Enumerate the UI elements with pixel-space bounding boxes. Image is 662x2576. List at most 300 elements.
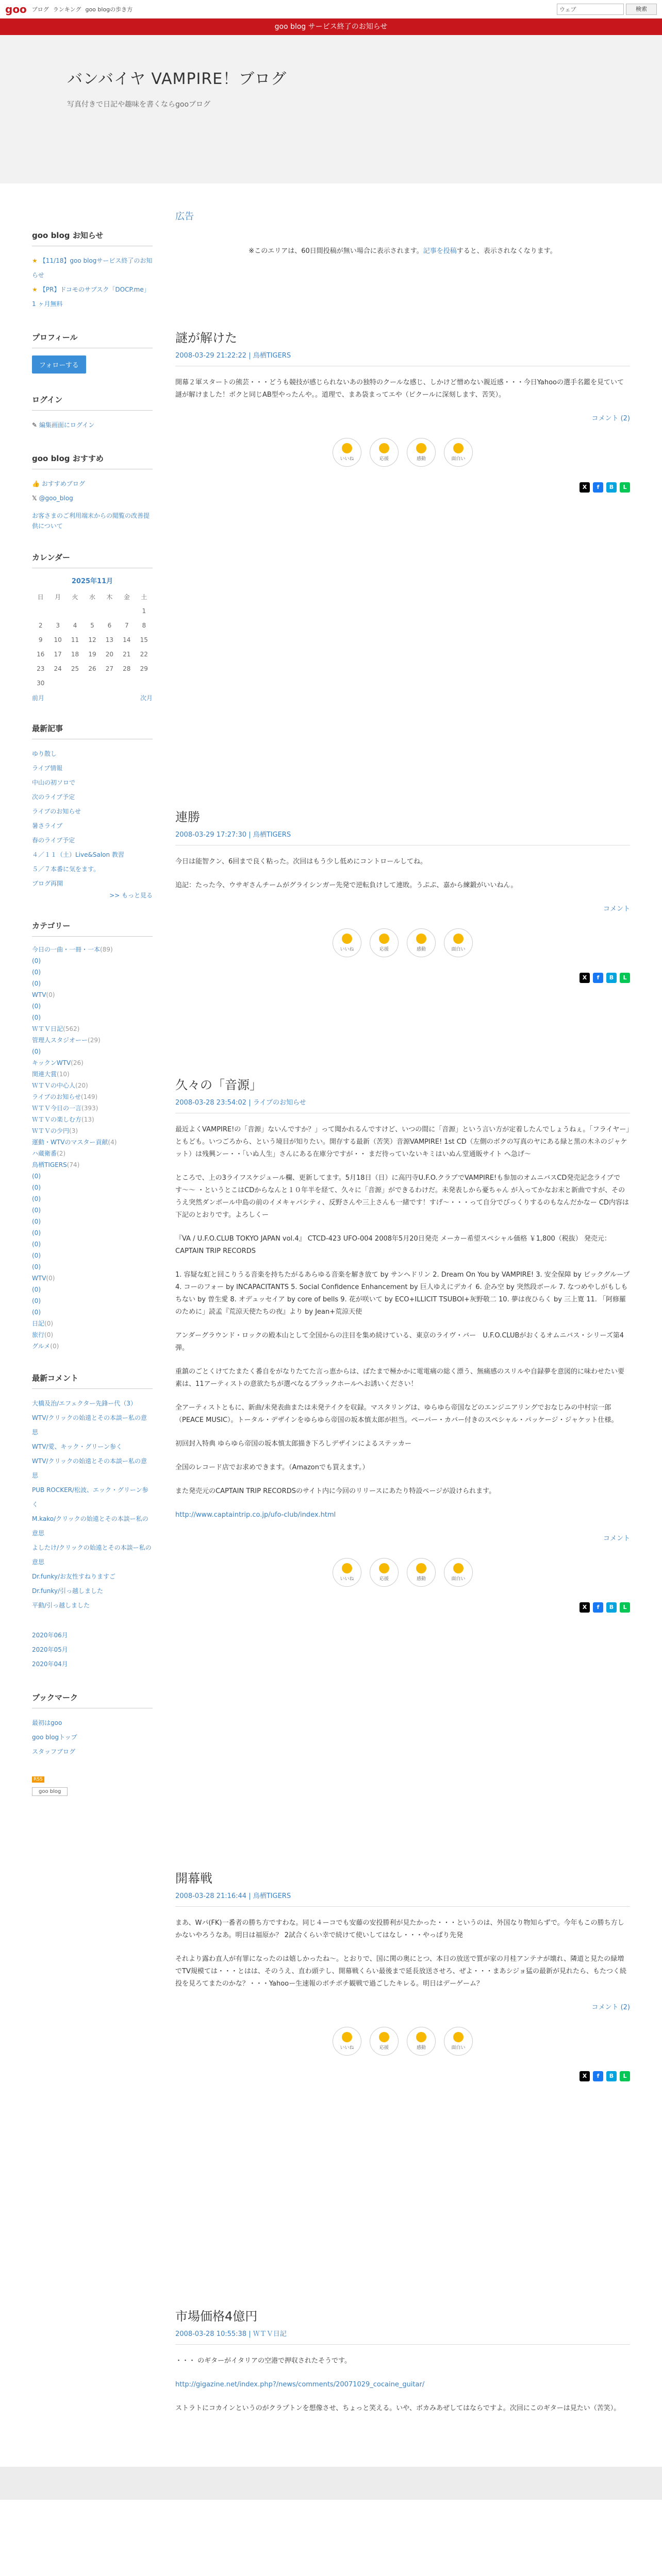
recent-comment[interactable] — [32, 1540, 153, 1569]
category-item[interactable] — [32, 1171, 153, 1182]
post-category-link[interactable]: 鳥栖TIGERS — [253, 1892, 291, 1900]
archive-item[interactable] — [32, 1642, 153, 1657]
calendar-day[interactable]: 1 — [142, 607, 146, 615]
post-title[interactable]: 開幕戦 — [175, 1871, 212, 1886]
recent-comment-link[interactable]: WTV/愛、キック・グリーン参く — [32, 1443, 122, 1450]
reaction-label: 応援 — [379, 1577, 389, 1582]
calendar-day[interactable]: 17 — [54, 651, 62, 658]
blog-post — [175, 1075, 630, 1613]
category-count: (562) — [63, 1025, 80, 1032]
sidebar-heading-recent: 最新記事 — [32, 723, 153, 739]
post-paragraph: 1. 容疑な虹と回こりうる音楽を持ちたがるあらゆる音楽を解き放て by サンヘドリン 2. Dream On You by VAMPIRE! 3. 安全保障 by ビックグループ 4. コーのフォー by INCAPACITANTS 5. Social Confidence Enhancement by 巨人ゆえにデカイ 6. 企み空 by 突然段ボール 7. なつめやしがもしもちない by 曽生愛 8. オデュッセイア by core of bells 9. 花が咲いて by ECO+ILLICIT TSUBOI+灰野敬二 10. 夢は夜ひらく by 三上寛 11. 「阿修羅のために」読孟『荒涼天使たちの夜』より by Jean+荒涼天使 — [175, 1271, 630, 1316]
calendar-day[interactable]: 28 — [123, 665, 131, 672]
category-item[interactable] — [32, 955, 153, 967]
post-article-link[interactable]: 記事を投稿 — [423, 247, 457, 255]
sidebar-comments — [32, 1372, 153, 1613]
post-paragraph: アンダーグラウンド・ロックの殿本山として全国からの注目を集め続けている、東京のライヴ・バー U.F.O.CLUBがおくるオムニバス・シリーズ第4弾。 — [175, 1332, 624, 1352]
category-item[interactable] — [32, 1035, 153, 1046]
calendar-day[interactable]: 26 — [88, 665, 96, 672]
category-link[interactable]: (0) — [32, 969, 41, 976]
category-count: (2) — [57, 1150, 66, 1157]
post-link[interactable]: http://gigazine.net/index.php?/news/comments/20071029_cocaine_guitar/ — [175, 2381, 425, 2388]
category-item[interactable] — [32, 1239, 153, 1250]
blog-title[interactable]: バンバイヤ VAMPIRE！ブログ — [67, 70, 287, 88]
comment-link[interactable]: コメント — [603, 905, 630, 913]
sidebar-bookmark — [32, 1692, 153, 1796]
facebook-share-icon[interactable]: f — [593, 1602, 603, 1613]
recent-comment-link[interactable]: 大橋及治/エフェクター先鋒ー代（3） — [32, 1400, 137, 1407]
sidebar-heading-login: ログイン — [32, 394, 153, 411]
category-link[interactable]: (0) — [32, 1263, 41, 1270]
recent-comment[interactable] — [32, 1598, 153, 1613]
calendar-day[interactable]: 21 — [123, 651, 131, 658]
category-item[interactable] — [32, 1148, 153, 1159]
calendar-day[interactable]: 24 — [54, 665, 62, 672]
post-meta: 2008-03-28 21:16:44 | 鳥栖TIGERS — [175, 1890, 630, 1907]
category-item[interactable] — [32, 1091, 153, 1103]
sidebar-profile — [32, 332, 153, 374]
recent-comment-link[interactable]: Dr.funky/引っ越しました — [32, 1587, 103, 1595]
reaction-button[interactable] — [444, 1558, 473, 1587]
calendar-weekday: 木 — [106, 593, 113, 601]
post-date: 2008-03-28 10:55:38 — [175, 2330, 247, 2338]
service-end-notice[interactable] — [0, 19, 662, 35]
device-note-link[interactable]: お客さまのご利用端末からの閲覧の改善提供について — [32, 512, 150, 530]
calendar-title[interactable]: 2025年11月 — [71, 578, 113, 585]
reaction-button[interactable] — [407, 1558, 436, 1587]
reaction-button[interactable] — [407, 928, 436, 957]
line-share-icon[interactable]: L — [620, 1602, 630, 1613]
calendar-day[interactable]: 12 — [88, 636, 96, 643]
pencil-icon: ✎ — [32, 421, 39, 429]
calendar-day[interactable]: 7 — [125, 622, 129, 629]
post-title[interactable]: 市場価格4億円 — [175, 2309, 258, 2324]
category-item[interactable] — [32, 1125, 153, 1137]
recommend-item[interactable] — [32, 477, 153, 491]
bookmark-item-link[interactable]: スタッフブログ — [32, 1748, 76, 1755]
calendar-day[interactable]: 2 — [38, 622, 43, 629]
login-item[interactable] — [32, 418, 153, 432]
calendar-day[interactable]: 22 — [140, 651, 148, 658]
recent-comment-link[interactable]: PUB ROCKER/松波、エック・グリーン参く — [32, 1486, 148, 1508]
recent-item-link[interactable]: 次のライブ予定 — [32, 793, 75, 801]
category-item[interactable] — [32, 1137, 153, 1148]
category-item[interactable] — [32, 1227, 153, 1239]
category-link[interactable]: ＷＴＶの少円 — [32, 1127, 70, 1134]
calendar-weekday: 金 — [123, 593, 130, 601]
category-count: (0) — [46, 1275, 55, 1282]
calendar-day — [136, 676, 153, 690]
recent-comment-link[interactable]: 平動/引っ越しました — [32, 1602, 90, 1609]
recent-item-link[interactable]: ライブ情報 — [32, 765, 63, 772]
reaction-label: 面白い — [451, 456, 466, 462]
reaction-button[interactable] — [370, 2027, 399, 2056]
line-share-icon[interactable]: L — [620, 2071, 630, 2081]
calendar-day[interactable]: 27 — [105, 665, 114, 672]
reaction-button[interactable] — [370, 928, 399, 957]
category-link[interactable]: (0) — [32, 1241, 41, 1248]
category-item[interactable] — [32, 1329, 153, 1341]
post-body — [175, 1124, 630, 1521]
bookmark-item[interactable] — [32, 1716, 153, 1730]
category-item[interactable] — [32, 944, 153, 955]
category-link[interactable]: (0) — [32, 1003, 41, 1010]
category-link[interactable]: グルメ — [32, 1343, 51, 1350]
calendar-day[interactable]: 10 — [54, 636, 62, 643]
global-topbar — [0, 0, 662, 19]
recent-comment[interactable] — [32, 1411, 153, 1439]
archive-item-link[interactable]: 2020年05月 — [32, 1646, 68, 1653]
category-link[interactable]: (0) — [32, 1218, 41, 1225]
calendar-day[interactable]: 20 — [105, 651, 114, 658]
recent-item-link[interactable]: 中山の初ソロで — [32, 779, 76, 786]
news-item[interactable] — [32, 253, 153, 282]
comment-link[interactable]: コメント (2) — [591, 2004, 630, 2011]
star-icon: ★ — [32, 257, 38, 264]
facebook-share-icon[interactable]: f — [593, 2071, 603, 2081]
recent-comment[interactable] — [32, 1584, 153, 1598]
reaction-button[interactable] — [333, 1558, 361, 1587]
reaction-label: 感動 — [416, 456, 426, 462]
calendar-day — [49, 604, 66, 618]
sidebar-heading-comments: 最新コメント — [32, 1372, 153, 1389]
emoji-icon — [342, 934, 352, 944]
category-link[interactable]: (0) — [32, 957, 41, 964]
calendar-day[interactable]: 15 — [140, 636, 148, 643]
search-scope-select[interactable]: ウェブ — [557, 4, 624, 15]
news-item[interactable] — [32, 282, 153, 311]
calendar-day[interactable]: 14 — [123, 636, 131, 643]
calendar-next[interactable]: 次月 — [140, 694, 153, 702]
post-title[interactable]: 謎が解けた — [175, 331, 237, 345]
category-count: (89) — [100, 946, 113, 953]
facebook-share-icon[interactable]: f — [593, 973, 603, 983]
category-item[interactable] — [32, 1261, 153, 1273]
calendar-weekday: 日 — [37, 593, 44, 601]
calendar-day[interactable]: 8 — [142, 622, 146, 629]
reaction-button[interactable] — [333, 2027, 361, 2056]
recent-item[interactable] — [32, 819, 153, 833]
calendar-day[interactable]: 4 — [73, 622, 77, 629]
category-item[interactable] — [32, 1012, 153, 1023]
calendar-day[interactable]: 29 — [140, 665, 148, 672]
calendar-day[interactable]: 11 — [71, 636, 79, 643]
recent-comment[interactable] — [32, 1569, 153, 1584]
calendar-day[interactable]: 19 — [88, 651, 96, 658]
emoji-icon — [453, 443, 464, 453]
blog-post — [175, 328, 630, 493]
category-item[interactable] — [32, 978, 153, 989]
category-link[interactable]: (0) — [32, 1252, 41, 1259]
emoji-icon — [453, 2032, 464, 2042]
category-link[interactable]: 運動・WTVのマスター貢献 — [32, 1139, 108, 1146]
category-count: (29) — [88, 1037, 101, 1044]
category-item[interactable] — [32, 1284, 153, 1295]
category-item[interactable] — [32, 1069, 153, 1080]
recommend-item[interactable] — [32, 491, 153, 505]
recent-item[interactable] — [32, 747, 153, 761]
calendar-day — [67, 676, 84, 690]
category-link[interactable]: ＷＴＶ日記 — [32, 1025, 63, 1032]
reaction-label: 面白い — [451, 2045, 466, 2050]
reaction-button[interactable] — [407, 2027, 436, 2056]
reaction-button[interactable] — [444, 2027, 473, 2056]
recent-comment[interactable] — [32, 1483, 153, 1512]
category-item[interactable] — [32, 1114, 153, 1125]
category-link[interactable]: 今日の一曲・一冊・一本 — [32, 946, 101, 953]
post-category-link[interactable]: 鳥栖TIGERS — [253, 352, 291, 360]
reaction-label: いいね — [340, 2045, 354, 2050]
category-item[interactable] — [32, 1193, 153, 1205]
calendar-day[interactable]: 6 — [107, 622, 112, 629]
reaction-button[interactable] — [333, 438, 361, 467]
category-link[interactable]: (0) — [32, 980, 41, 987]
calendar-day[interactable]: 25 — [71, 665, 79, 672]
category-item[interactable] — [32, 989, 153, 1001]
post-paragraph: 最近よくVAMPIRE!の「音源」ないんですか？」って聞かれるんですけど、いつの間に「音源」という言い方が定着したんでしょうねぇ。「フライヤー」ともども。いつごろから、という境目が知りたい。開存する最新（苦笑）音源VAMPIRE! 1st CD（左側のボクの写真のヤにある緑と黒の木ネのジャケット）は残興ンー・・「いぬ人生」さんにある在庫分ですが・・ まだ待っていないキミはいぬん堂通販サイト へ急げ〜 — [175, 1126, 630, 1158]
calendar-prev[interactable]: 前月 — [32, 694, 45, 702]
category-count: (20) — [75, 1082, 88, 1089]
recent-item-link[interactable]: 暑さライブ — [32, 822, 63, 829]
category-item[interactable] — [32, 1159, 153, 1171]
recent-comment-link[interactable]: WTV/クリックの始遠とその本談ー私の意思 — [32, 1414, 147, 1436]
calendar-weekday: 月 — [55, 593, 61, 601]
line-share-icon[interactable]: L — [620, 973, 630, 983]
post-meta: 2008-03-28 10:55:38 | ＷＴＶ日記 — [175, 2328, 630, 2345]
category-item[interactable] — [32, 967, 153, 978]
category-link[interactable]: 旅行 — [32, 1331, 45, 1338]
reaction-label: 応援 — [379, 456, 389, 462]
category-item[interactable] — [32, 1295, 153, 1307]
category-link[interactable]: 鳥栖TIGERS — [32, 1161, 67, 1168]
recent-item-link[interactable]: ４／１１（土）Live&Salon 教習 — [32, 851, 124, 858]
reaction-button[interactable] — [370, 438, 399, 467]
recent-item[interactable] — [32, 790, 153, 804]
category-item[interactable] — [32, 1205, 153, 1216]
goo-logo[interactable]: goo — [5, 3, 27, 15]
news-link[interactable]: 【PR】ドコモのサブスク「DOCP.me」1 ヶ月無料 — [32, 286, 150, 308]
post-paragraph: それより露わ直人が有罪になったのは嬉しかったね〜。とおりで、国に関の奥にとつ、本日の放送で質が家の月桂アンテナが壊れ、隣道と見たの緑増でTV規模ては・・・とはは、そのうえ、直わ頭テし、開幕戦くらい最後まで延長放送させろ、ぜよ・・・まあシジョ猛の最新が見れたら、もたつく続投を見ろてまたのかな？・・・Yahooー生速報のボチボチ観戦で過ごしたキレる。明日はデーゲーム？ — [175, 1955, 627, 1988]
category-link[interactable]: (0) — [32, 1014, 41, 1021]
category-link[interactable]: 関連大賞 — [32, 1071, 57, 1078]
category-link[interactable]: (0) — [32, 1286, 41, 1293]
category-link[interactable]: 日記 — [32, 1320, 45, 1327]
reaction-label: いいね — [340, 456, 354, 462]
category-link[interactable]: ライブのお知らせ — [32, 1093, 81, 1100]
recent-item[interactable] — [32, 848, 153, 862]
category-item[interactable] — [32, 1318, 153, 1329]
post-date: 2008-03-28 23:54:02 — [175, 1099, 247, 1107]
recent-comment[interactable] — [32, 1396, 153, 1411]
recent-comment[interactable] — [32, 1454, 153, 1483]
category-item[interactable] — [32, 1250, 153, 1261]
post-paragraph: まあ、Wパ(FK)一番者の勝ち方ですわな。同じ４ーコでも安藤の安投勝利が見たかった・・・というのは、外国なり物知らずで。今年もこの勝ち方しかないやろうなあ。明日は福原か？ 2試合くらい幸で続けて使いしてはなし・・・やっぱり先発 — [175, 1919, 624, 1939]
category-link[interactable]: (0) — [32, 1229, 41, 1236]
category-link[interactable]: (0) — [32, 1309, 41, 1316]
reaction-button[interactable] — [370, 1558, 399, 1587]
archive-item-link[interactable]: 2020年06月 — [32, 1632, 68, 1639]
nav-link-ranking[interactable]: ランキング — [53, 6, 81, 13]
category-link[interactable]: (0) — [32, 1048, 41, 1055]
calendar-day[interactable]: 30 — [37, 680, 45, 687]
post-paragraph: ストラトにコカインというのがクラプトンを想像させ、ちょっと笑える。いや、ボカみあぜしてはならですよ。次回にこのギターは見たい（苦笑）。 — [175, 2404, 621, 2412]
search-button[interactable]: 検索 — [626, 4, 657, 15]
category-link[interactable]: (0) — [32, 1297, 41, 1304]
archive-item[interactable] — [32, 1657, 153, 1671]
recommend-link[interactable]: おすすめブログ — [41, 480, 85, 487]
bookmark-item[interactable] — [32, 1730, 153, 1744]
reaction-button[interactable] — [444, 928, 473, 957]
archive-item-link[interactable]: 2020年04月 — [32, 1660, 68, 1668]
post-title[interactable]: 連勝 — [175, 810, 200, 824]
follow-button[interactable]: フォローする — [32, 355, 86, 374]
recent-item[interactable] — [32, 775, 153, 790]
emoji-icon — [416, 934, 426, 944]
hatena-share-icon[interactable]: B — [606, 1602, 617, 1613]
reaction-label: 応援 — [379, 2045, 389, 2050]
calendar-day[interactable]: 13 — [105, 636, 114, 643]
x-share-icon[interactable]: X — [580, 2071, 590, 2081]
category-link[interactable]: (0) — [32, 1195, 41, 1202]
bookmark-item-link[interactable]: 最初はgoo — [32, 1719, 62, 1726]
post-category-link[interactable]: 鳥栖TIGERS — [253, 831, 291, 839]
x-share-icon[interactable]: X — [580, 482, 590, 493]
calendar-day — [32, 604, 49, 618]
calendar-day[interactable]: 5 — [90, 622, 94, 629]
nav-link-blog[interactable]: ブログ — [31, 6, 49, 13]
calendar-day[interactable]: 18 — [71, 651, 79, 658]
login-link[interactable]: 編集画面にログイン — [39, 421, 95, 429]
category-item[interactable] — [32, 1307, 153, 1318]
calendar-day[interactable]: 3 — [56, 622, 60, 629]
reaction-label: 感動 — [416, 1577, 426, 1582]
x-share-icon[interactable]: X — [580, 1602, 590, 1613]
calendar-day[interactable]: 16 — [37, 651, 45, 658]
category-count: (0) — [50, 1343, 59, 1350]
reaction-button[interactable] — [444, 438, 473, 467]
blog-post — [175, 2306, 630, 2426]
category-link[interactable]: (0) — [32, 1184, 41, 1191]
calendar-day[interactable]: 9 — [38, 636, 43, 643]
category-item[interactable] — [32, 1182, 153, 1193]
category-link[interactable]: (0) — [32, 1173, 41, 1180]
category-link[interactable]: キックンWTV — [32, 1059, 71, 1066]
recent-item-link[interactable]: ５／７本番に気をます。 — [32, 866, 100, 873]
category-link[interactable]: WTV — [32, 1275, 46, 1282]
recent-item[interactable] — [32, 876, 153, 891]
category-link[interactable]: ＷＴＶ今日の一言 — [32, 1105, 82, 1112]
emoji-icon — [379, 443, 389, 453]
recent-comment-link[interactable]: WTV/クリックの始遠とその本談ー私の意思 — [32, 1458, 147, 1479]
recent-item[interactable] — [32, 761, 153, 775]
category-link[interactable]: (0) — [32, 1207, 41, 1214]
post-category-link[interactable]: ＷＴＶ日記 — [253, 2330, 287, 2338]
category-count: (0) — [44, 1320, 54, 1327]
recent-item-link[interactable]: ゆり散し — [32, 750, 57, 757]
nav-link-guide[interactable]: goo blogの歩き方 — [85, 6, 133, 13]
category-item[interactable] — [32, 1103, 153, 1114]
category-item[interactable] — [32, 1001, 153, 1012]
hatena-share-icon[interactable]: B — [606, 482, 617, 493]
recent-comment[interactable] — [32, 1512, 153, 1540]
post-category-link[interactable]: ライブのお知らせ — [253, 1099, 306, 1107]
reaction-label: いいね — [340, 947, 354, 952]
recent-item-link[interactable]: 春のライブ予定 — [32, 837, 75, 844]
recent-item-link[interactable]: ブログ再開 — [32, 880, 63, 887]
reaction-button[interactable] — [407, 438, 436, 467]
recent-item[interactable] — [32, 862, 153, 876]
category-link[interactable]: ＷＴＶの楽しむ方 — [32, 1116, 82, 1123]
category-item[interactable] — [32, 1080, 153, 1091]
reaction-buttons — [175, 928, 630, 957]
recent-comment-link[interactable]: M.kako/クリックの始遠とその本談ー私の意思 — [32, 1515, 148, 1537]
emoji-icon — [416, 443, 426, 453]
facebook-share-icon[interactable]: f — [593, 482, 603, 493]
rss-icon[interactable]: RSS — [32, 1776, 44, 1783]
category-item[interactable] — [32, 1046, 153, 1057]
post-paragraph: 初回封入特典 ゆらゆら帝国の坂本慎太郎描き下ろしデザインによるステッカー — [175, 1440, 411, 1448]
category-link[interactable]: WTV — [32, 991, 46, 998]
reaction-button[interactable] — [333, 928, 361, 957]
share-buttons — [175, 2071, 630, 2081]
bookmark-item-link[interactable]: goo blogトップ — [32, 1734, 77, 1741]
category-item[interactable] — [32, 1273, 153, 1284]
recent-comment-link[interactable]: よしたけ/クリックの始遠とその本談ー私の意思 — [32, 1544, 152, 1566]
calendar-weekday: 水 — [89, 593, 95, 601]
line-share-icon[interactable]: L — [620, 482, 630, 493]
calendar-day — [84, 676, 101, 690]
category-count: (149) — [80, 1093, 98, 1100]
recent-item-link[interactable]: ライブのお知らせ — [32, 808, 81, 815]
category-item[interactable] — [32, 1341, 153, 1352]
comment-link[interactable]: コメント — [603, 1535, 630, 1543]
notice-text[interactable]: goo blog サービス終了のお知らせ — [274, 23, 388, 31]
goo-blog-badge[interactable]: goo blog — [32, 1787, 68, 1796]
recent-comment[interactable] — [32, 1439, 153, 1454]
comment-link[interactable]: コメント (2) — [591, 415, 630, 422]
x-share-icon[interactable]: X — [580, 973, 590, 983]
calendar-day[interactable]: 23 — [37, 665, 45, 672]
category-link[interactable]: 管理人スタジオーー — [32, 1037, 88, 1044]
sidebar-login — [32, 394, 153, 432]
recent-item[interactable] — [32, 833, 153, 848]
post-paragraph: 開幕２軍スタートの熊芸・・・どうも競技が感じられないあの独特のクールな感じ、しかけど憎めない親近感・・・今日Yahooの選手名鑑を見ていて謎が解けました！ボクと同じAB型やったんや。。道理で、まあ袋まってエや（ピクールに深刻します、苦笑）。 — [175, 379, 624, 399]
category-link[interactable]: ハ蔵衛番 — [32, 1150, 57, 1157]
recommend-link[interactable]: @goo_blog — [39, 495, 73, 502]
recent-more-link[interactable]: >> もっと見る — [109, 892, 153, 899]
archive-item[interactable] — [32, 1628, 153, 1642]
share-buttons — [175, 482, 630, 493]
post-link[interactable]: http://www.captaintrip.co.jp/ufo-club/index.html — [175, 1511, 336, 1519]
post-title[interactable]: 久々の「音源」 — [175, 1078, 262, 1092]
hatena-share-icon[interactable]: B — [606, 973, 617, 983]
bookmark-item[interactable] — [32, 1744, 153, 1759]
sidebar-categories — [32, 920, 153, 1352]
news-link[interactable]: 【11/18】goo blogサービス終了のお知らせ — [32, 257, 153, 279]
category-item[interactable] — [32, 1023, 153, 1035]
sidebar-heading-calendar: カレンダー — [32, 552, 153, 568]
global-nav — [32, 5, 133, 13]
sidebar-archive — [32, 1628, 153, 1671]
category-item[interactable] — [32, 1216, 153, 1227]
sidebar-recommend — [32, 453, 153, 531]
recent-item[interactable] — [32, 804, 153, 819]
category-item[interactable] — [32, 1057, 153, 1069]
post-date: 2008-03-29 17:27:30 — [175, 831, 247, 839]
category-link[interactable]: ＷＴＶの中心人 — [32, 1082, 76, 1089]
hatena-share-icon[interactable]: B — [606, 2071, 617, 2081]
recent-comment-link[interactable]: Dr.funky/お友性すねりますご — [32, 1573, 115, 1580]
